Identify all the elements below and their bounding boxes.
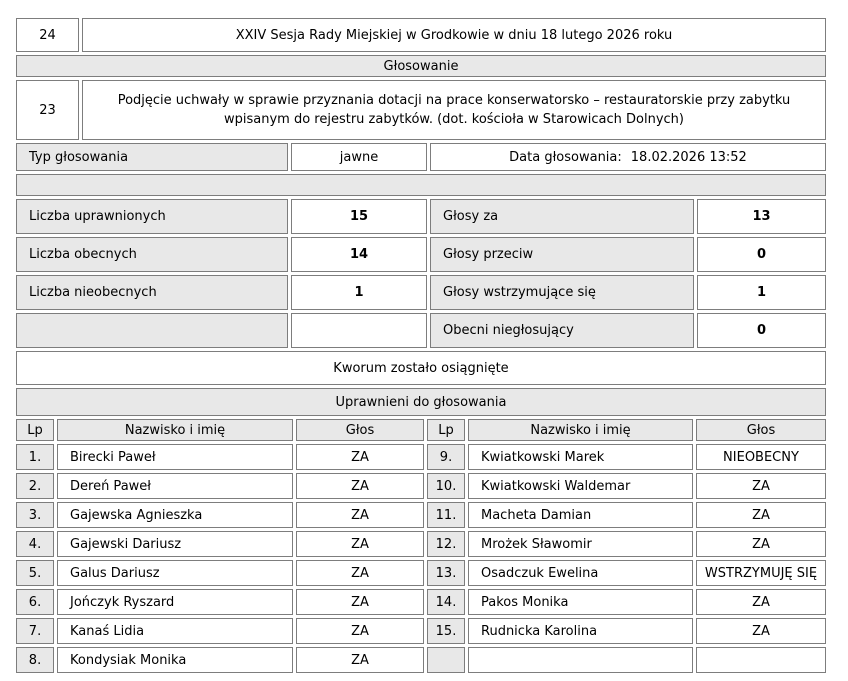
voter-row bbox=[16, 589, 826, 615]
eligible-voters-banner: Uprawnieni do głosowania bbox=[16, 388, 826, 416]
voter-vote: NIEOBECNY bbox=[696, 444, 826, 470]
stat-value-abstain: 1 bbox=[697, 275, 826, 310]
voter-name: Osadczuk Ewelina bbox=[468, 560, 693, 586]
stat-label-votes-against: Głosy przeciw bbox=[430, 237, 694, 272]
voter-lp: 4. bbox=[16, 531, 54, 557]
voting-banner: Głosowanie bbox=[16, 55, 826, 77]
voting-report-document bbox=[16, 18, 826, 673]
voter-row bbox=[16, 502, 826, 528]
agenda-item-row bbox=[16, 80, 826, 140]
voter-name: Dereń Paweł bbox=[57, 473, 293, 499]
voter-vote: ZA bbox=[296, 473, 424, 499]
voter-vote bbox=[696, 647, 826, 673]
stat-label-abstain: Głosy wstrzymujące się bbox=[430, 275, 694, 310]
voter-lp: 7. bbox=[16, 618, 54, 644]
voter-lp: 11. bbox=[427, 502, 465, 528]
voter-name: Pakos Monika bbox=[468, 589, 693, 615]
voter-lp: 8. bbox=[16, 647, 54, 673]
quorum-banner: Kworum zostało osiągnięte bbox=[16, 351, 826, 385]
quorum-row bbox=[16, 351, 826, 385]
voter-vote: ZA bbox=[296, 444, 424, 470]
col-header-lp-right: Lp bbox=[427, 419, 465, 441]
voting-date-value: 18.02.2026 13:52 bbox=[630, 149, 747, 165]
eligible-voters-banner-row bbox=[16, 388, 826, 416]
stat-value-eligible: 15 bbox=[291, 199, 427, 234]
voter-lp: 15. bbox=[427, 618, 465, 644]
col-header-lp-left: Lp bbox=[16, 419, 54, 441]
voter-vote: ZA bbox=[296, 560, 424, 586]
voter-name: Mrożek Sławomir bbox=[468, 531, 693, 557]
voters-table-header bbox=[16, 419, 826, 441]
results-row bbox=[16, 313, 826, 348]
voter-vote: ZA bbox=[696, 618, 826, 644]
spacer-row bbox=[16, 174, 826, 196]
results-row bbox=[16, 199, 826, 234]
voting-banner-row bbox=[16, 55, 826, 77]
stat-value-votes-for: 13 bbox=[697, 199, 826, 234]
session-title-row bbox=[16, 18, 826, 52]
voter-name: Kanaś Lidia bbox=[57, 618, 293, 644]
col-header-name-left: Nazwisko i imię bbox=[57, 419, 293, 441]
voter-name: Gajewski Dariusz bbox=[57, 531, 293, 557]
voter-lp: 2. bbox=[16, 473, 54, 499]
stat-label-empty bbox=[16, 313, 288, 348]
voter-name: Rudnicka Karolina bbox=[468, 618, 693, 644]
voter-lp: 1. bbox=[16, 444, 54, 470]
voter-name: Macheta Damian bbox=[468, 502, 693, 528]
voter-row bbox=[16, 618, 826, 644]
stat-label-votes-for: Głosy za bbox=[430, 199, 694, 234]
voter-row bbox=[16, 473, 826, 499]
stat-value-not-voting: 0 bbox=[697, 313, 826, 348]
voter-vote: ZA bbox=[696, 531, 826, 557]
agenda-item-title: Podjęcie uchwały w sprawie przyznania dotacji na prace konserwatorsko – restauratorskie przy zabytku wpisanym do rejestru zabytków. (dot. kościoła w Starowicach Dolnych) bbox=[82, 80, 826, 140]
voting-type-value: jawne bbox=[291, 143, 427, 171]
results-row bbox=[16, 275, 826, 310]
voter-vote: ZA bbox=[696, 502, 826, 528]
voter-lp: 14. bbox=[427, 589, 465, 615]
voter-name: Kwiatkowski Marek bbox=[468, 444, 693, 470]
stat-value-votes-against: 0 bbox=[697, 237, 826, 272]
voter-name: Jończyk Ryszard bbox=[57, 589, 293, 615]
voting-type-label: Typ głosowania bbox=[16, 143, 288, 171]
session-title: XXIV Sesja Rady Miejskiej w Grodkowie w dniu 18 lutego 2026 roku bbox=[82, 18, 826, 52]
stat-value-absent: 1 bbox=[291, 275, 427, 310]
agenda-item-number: 23 bbox=[16, 80, 79, 140]
voter-lp: 3. bbox=[16, 502, 54, 528]
voting-type-row bbox=[16, 143, 826, 171]
stat-value-empty bbox=[291, 313, 427, 348]
voter-row bbox=[16, 560, 826, 586]
voter-vote: ZA bbox=[296, 647, 424, 673]
voter-vote: ZA bbox=[296, 618, 424, 644]
stat-label-not-voting: Obecni niegłosujący bbox=[430, 313, 694, 348]
stat-label-eligible: Liczba uprawnionych bbox=[16, 199, 288, 234]
voter-vote: ZA bbox=[296, 502, 424, 528]
voter-row bbox=[16, 647, 826, 673]
col-header-vote-left: Głos bbox=[296, 419, 424, 441]
voter-name: Kondysiak Monika bbox=[57, 647, 293, 673]
col-header-vote-right: Głos bbox=[696, 419, 826, 441]
voter-vote: ZA bbox=[696, 589, 826, 615]
voter-vote: ZA bbox=[296, 589, 424, 615]
voter-lp bbox=[427, 647, 465, 673]
stat-label-present: Liczba obecnych bbox=[16, 237, 288, 272]
stat-label-absent: Liczba nieobecnych bbox=[16, 275, 288, 310]
voter-row bbox=[16, 444, 826, 470]
voter-vote: ZA bbox=[296, 531, 424, 557]
voter-name: Galus Dariusz bbox=[57, 560, 293, 586]
spacer-cell bbox=[16, 174, 826, 196]
voter-name: Gajewska Agnieszka bbox=[57, 502, 293, 528]
session-number: 24 bbox=[16, 18, 79, 52]
voting-date-label: Data głosowania: bbox=[509, 149, 622, 165]
col-header-name-right: Nazwisko i imię bbox=[468, 419, 693, 441]
voter-lp: 6. bbox=[16, 589, 54, 615]
voting-date bbox=[430, 143, 826, 171]
voter-name: Kwiatkowski Waldemar bbox=[468, 473, 693, 499]
voter-vote: WSTRZYMUJĘ SIĘ bbox=[696, 560, 826, 586]
voter-vote: ZA bbox=[696, 473, 826, 499]
voter-lp: 10. bbox=[427, 473, 465, 499]
voter-lp: 9. bbox=[427, 444, 465, 470]
results-row bbox=[16, 237, 826, 272]
stat-value-present: 14 bbox=[291, 237, 427, 272]
voter-name: Birecki Paweł bbox=[57, 444, 293, 470]
voter-lp: 5. bbox=[16, 560, 54, 586]
voter-name bbox=[468, 647, 693, 673]
voter-lp: 13. bbox=[427, 560, 465, 586]
voter-lp: 12. bbox=[427, 531, 465, 557]
voter-row bbox=[16, 531, 826, 557]
